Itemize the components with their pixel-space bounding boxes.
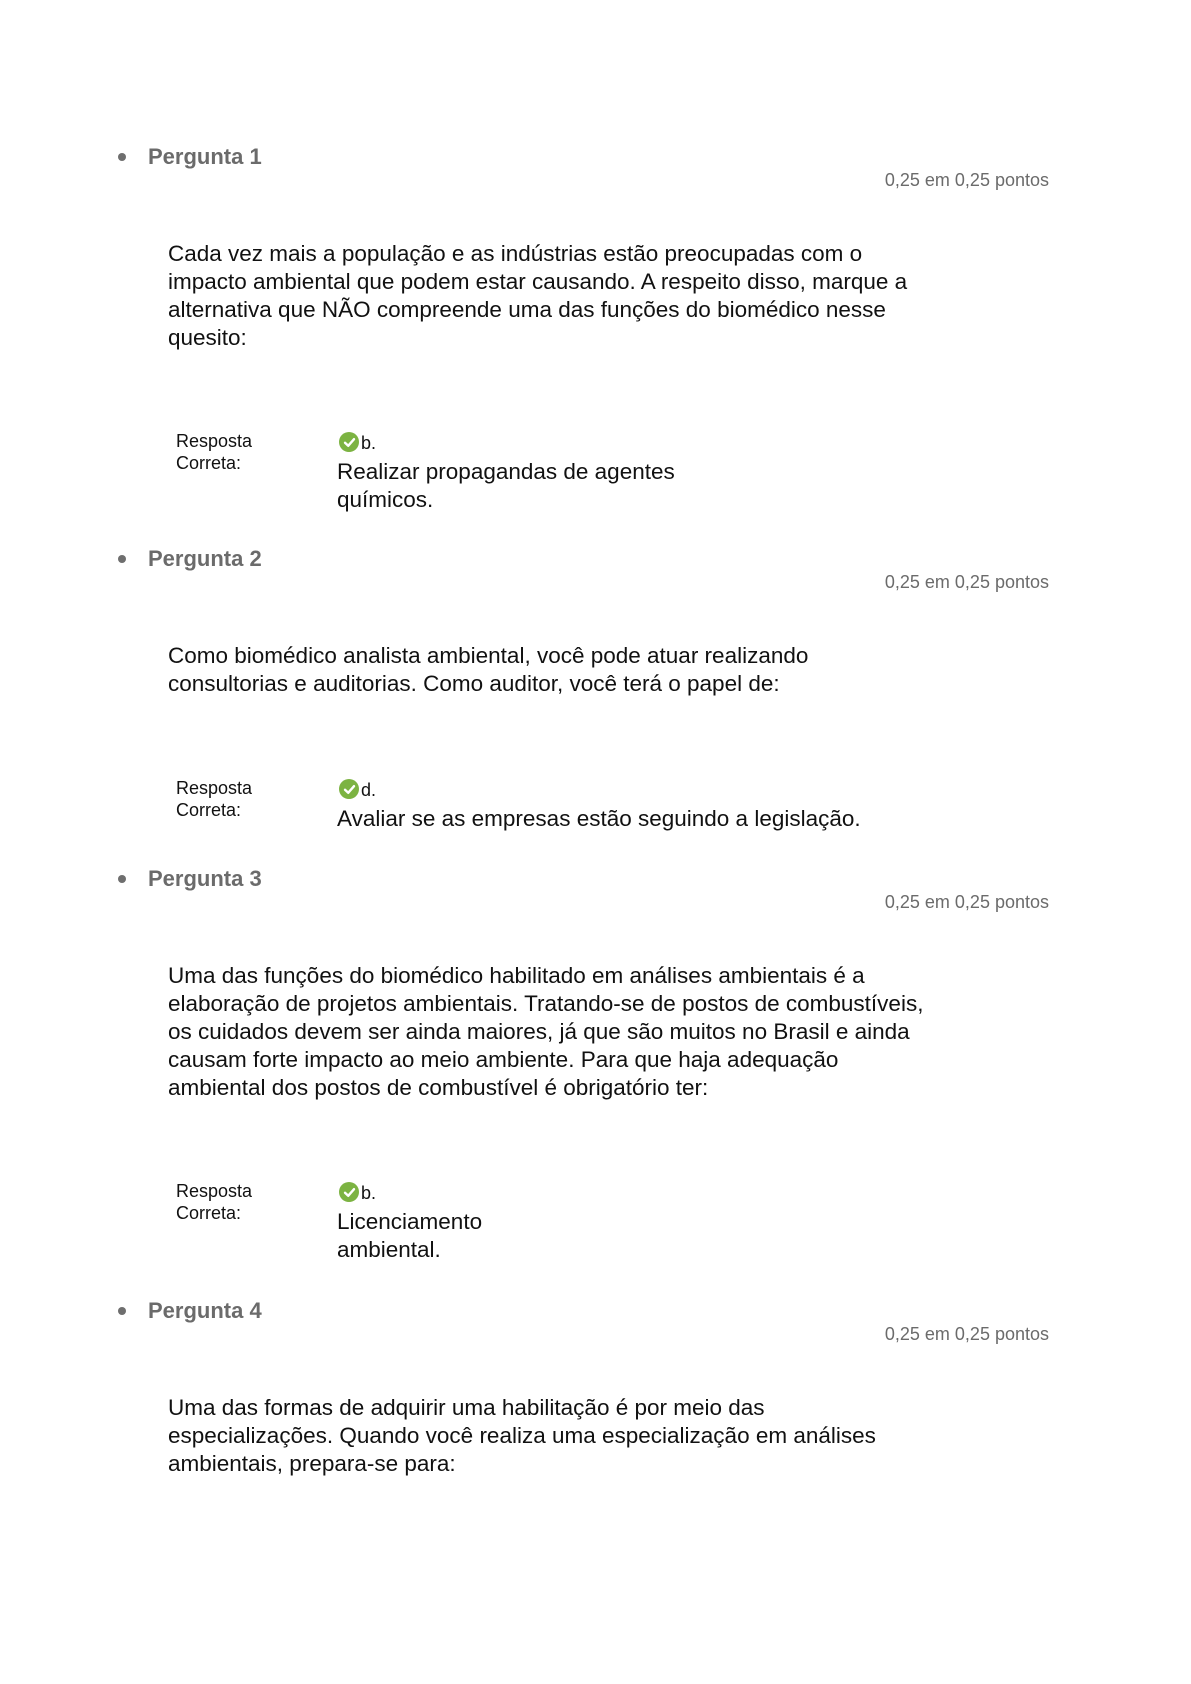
answer-letter: d. [361,780,377,800]
answer-text-line: ambiental. [337,1237,441,1262]
answer-label-line: Correta: [176,453,242,473]
answer-text-line: Licenciamento [337,1209,483,1234]
answer-label-line: Resposta [176,1181,253,1201]
answer-text [337,458,675,514]
answer-text-line: químicos. [337,487,434,512]
question-header [118,1298,262,1324]
question-header [118,144,262,170]
question-text-line: elaboração de projetos ambientais. Tratando-se de postos de combustíveis, [168,991,924,1016]
bullet-icon [118,153,126,161]
question-text-line: os cuidados devem ser ainda maiores, já que são muitos no Brasil e ainda [168,1019,910,1044]
answer-label-line: Resposta [176,431,253,451]
bullet-icon [118,875,126,883]
bullet-icon [118,555,126,563]
answer-label [176,430,286,474]
answer-label-line: Resposta [176,778,253,798]
question-header [118,546,262,572]
answer-head [339,432,376,452]
question-text-line: quesito: [168,325,247,350]
question-text-line: causam forte impacto ao meio ambiente. Para que haja adequação [168,1047,839,1072]
question-title: Pergunta 1 [148,144,262,169]
question-text-line: Cada vez mais a população e as indústrias estão preocupadas com o [168,241,863,266]
answer-label [176,777,286,821]
answer-text-line: Avaliar se as empresas estão seguindo a legislação. [337,806,861,831]
answer-letter: b. [361,433,377,453]
question-points: 0,25 em 0,25 pontos [884,1324,1049,1344]
question-text-line: alternativa que NÃO compreende uma das funções do biomédico nesse [168,297,886,322]
check-circle-icon [339,1182,359,1202]
check-circle-icon [339,432,359,452]
question-title: Pergunta 2 [148,546,262,571]
answer-head [339,1182,376,1202]
answer-letter: b. [361,1183,377,1203]
question-points: 0,25 em 0,25 pontos [884,572,1049,592]
answer-label-line: Correta: [176,800,242,820]
question-text-line: consultorias e auditorias. Como auditor, você terá o papel de: [168,671,780,696]
question-text-line: Uma das funções do biomédico habilitado em análises ambientais é a [168,963,865,988]
check-circle-icon [339,779,359,799]
question-title: Pergunta 3 [148,866,262,891]
question-text [168,642,988,698]
answer-label [176,1180,286,1224]
question-points: 0,25 em 0,25 pontos [884,892,1049,912]
answer-head [339,779,376,799]
question-text [168,1394,988,1478]
question-points: 0,25 em 0,25 pontos [884,170,1049,190]
question-text-line: ambientais, prepara-se para: [168,1451,456,1476]
bullet-icon [118,1307,126,1315]
question-text [168,240,988,352]
question-title: Pergunta 4 [148,1298,262,1323]
question-text-line: especializações. Quando você realiza uma especialização em análises [168,1423,876,1448]
question-text-line: ambiental dos postos de combustível é obrigatório ter: [168,1075,709,1100]
question-header [118,866,262,892]
question-text [168,962,988,1102]
answer-text [337,805,861,833]
answer-text [337,1208,482,1264]
answer-text-line: Realizar propagandas de agentes [337,459,675,484]
answer-label-line: Correta: [176,1203,242,1223]
question-text-line: Uma das formas de adquirir uma habilitação é por meio das [168,1395,765,1420]
question-text-line: impacto ambiental que podem estar causando. A respeito disso, marque a [168,269,908,294]
question-text-line: Como biomédico analista ambiental, você pode atuar realizando [168,643,809,668]
